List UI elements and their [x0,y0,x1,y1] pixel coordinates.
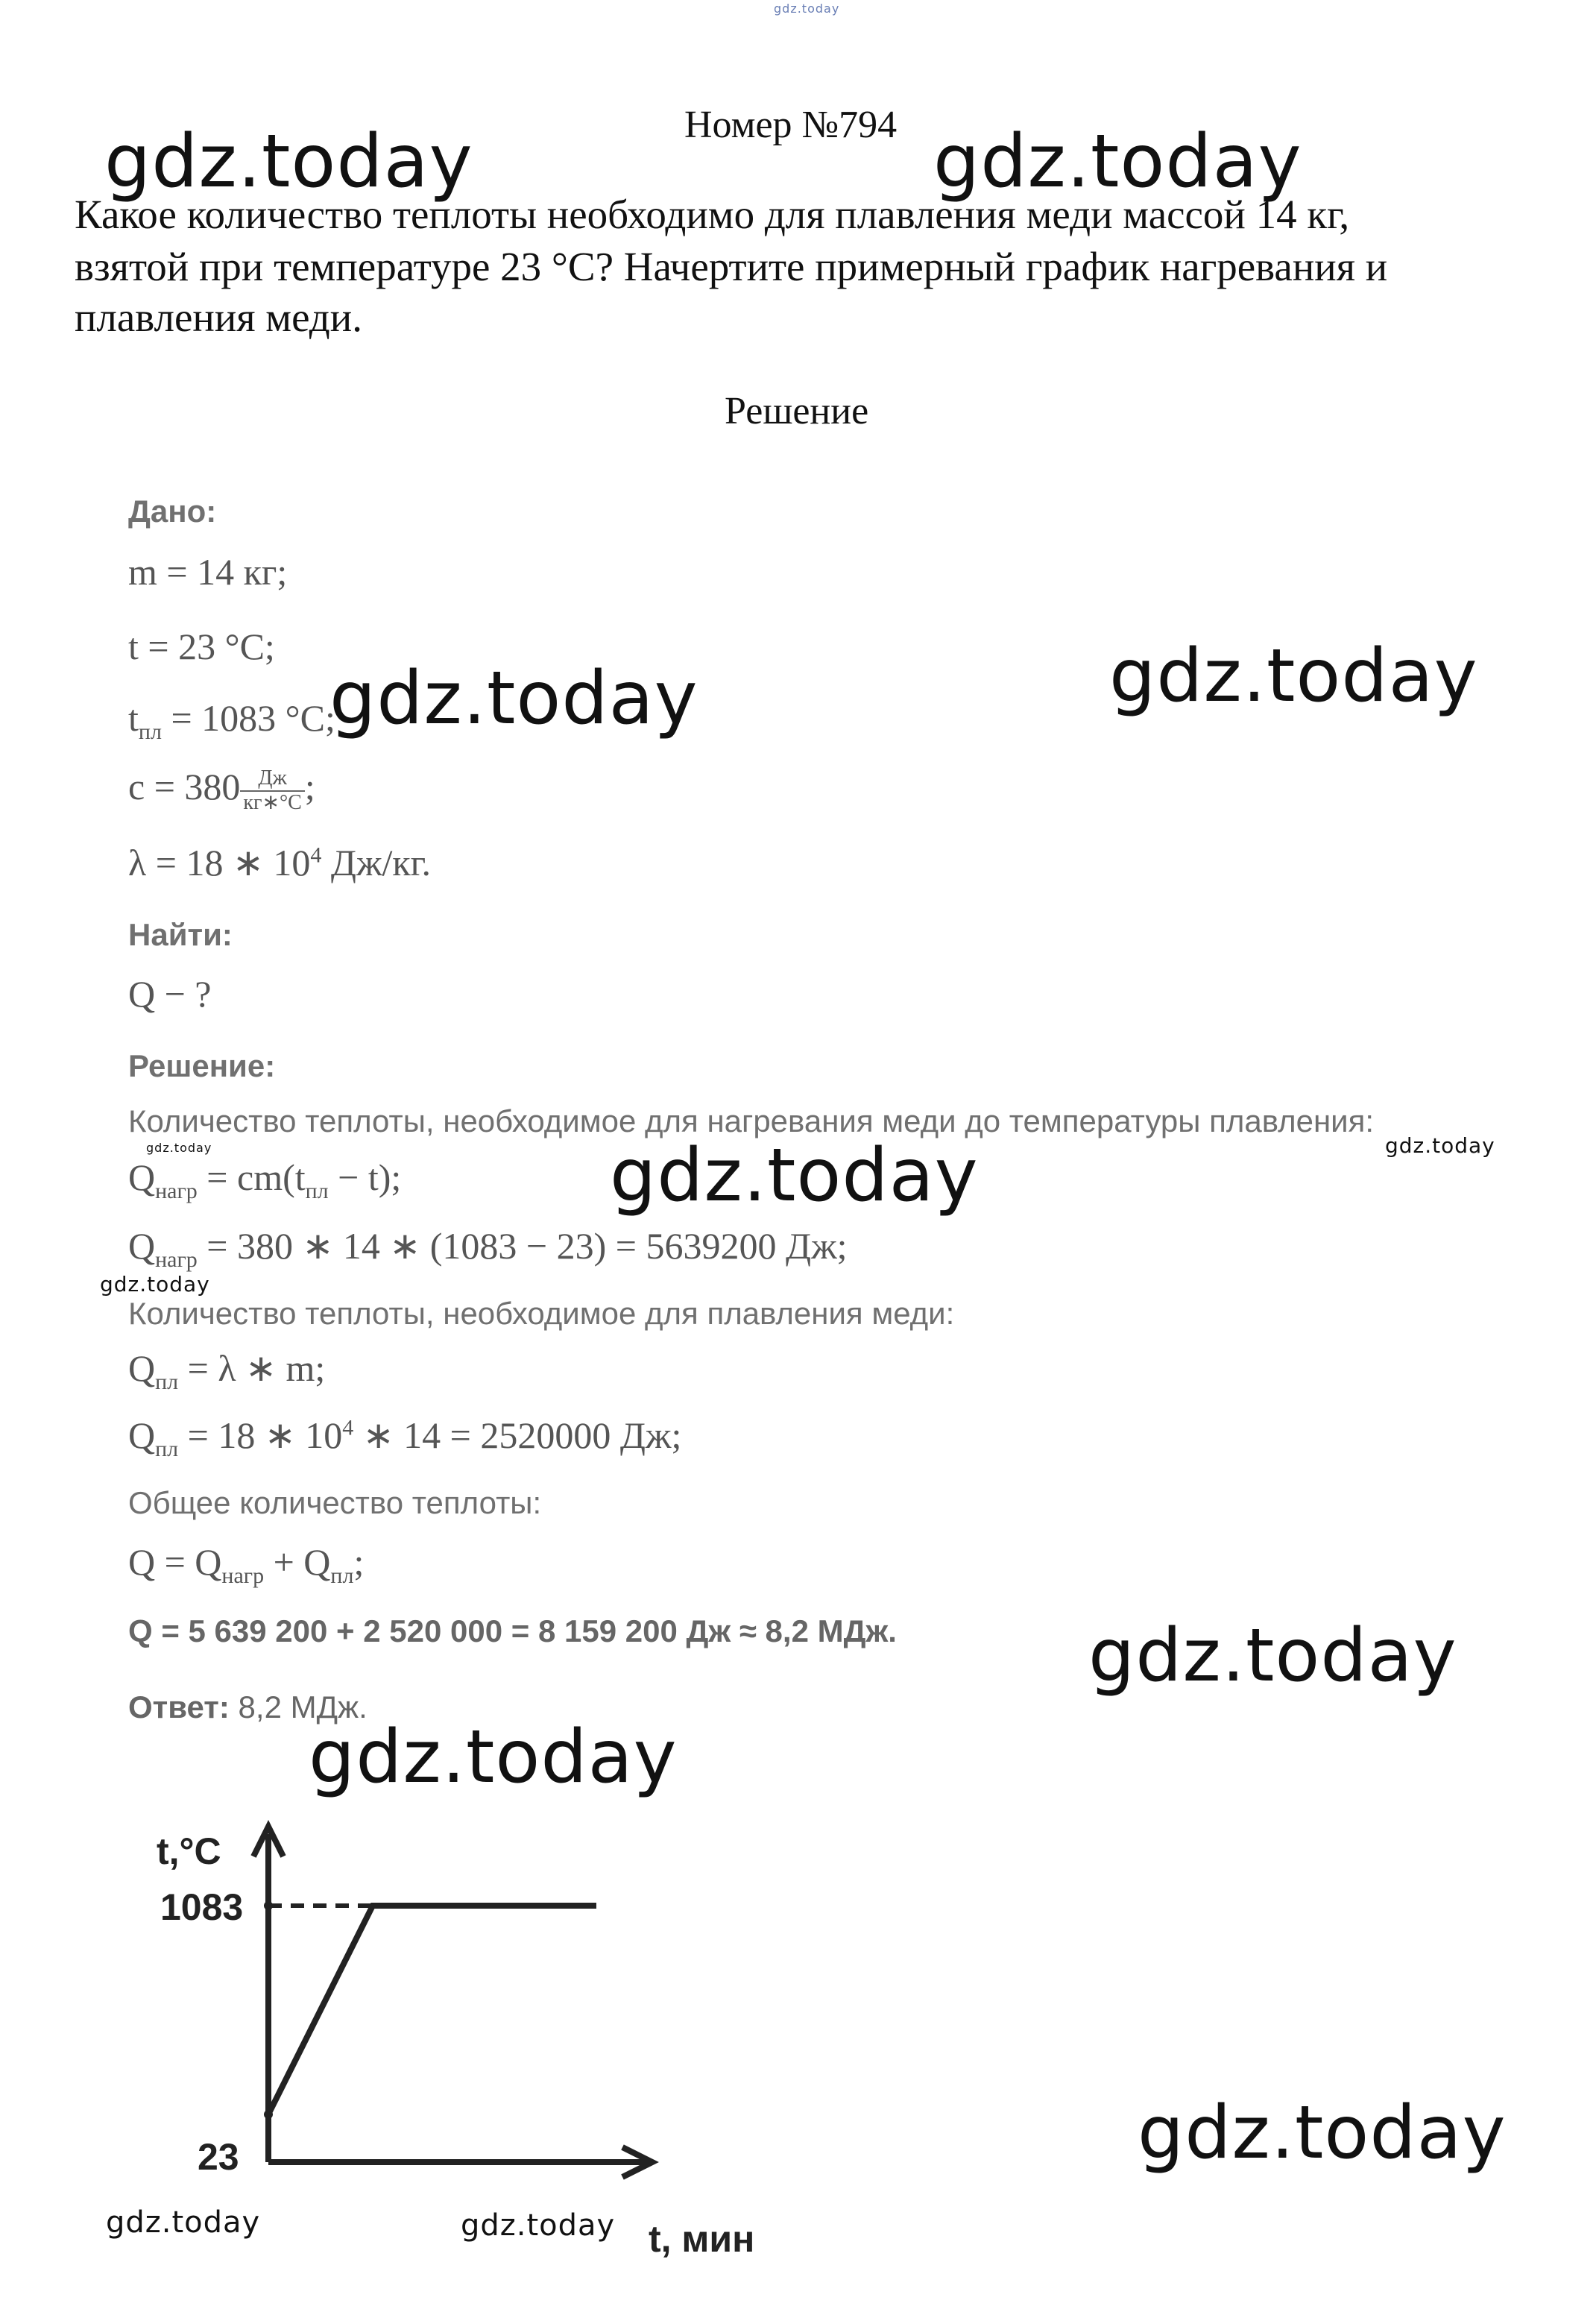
equation-melting-value: $Q_{пл} = 18$ ∗ $10^4$ ∗ 14 = 2520000 Дж; [128,1414,682,1461]
equation-total: $Q = Q_{нагр} + Q_{пл}$; [128,1541,365,1588]
equation-total-value: Q = 5 639 200 + 2 520 000 = 8 159 200 Дж ≈ 8,2 МДж. [128,1613,897,1648]
watermark: gdz.today [933,119,1302,204]
given-lambda: λ = 18 ∗ $10^4$ Дж/кг. [128,842,432,883]
answer: Ответ: 8,2 МДж. [128,1689,368,1724]
given-mass: m = 14 кг; [128,551,288,593]
problem-line-2: взятой при температуре 23 °С? Начертите примерный график нагревания и [75,244,1388,289]
tick-23: 23 [198,2136,239,2178]
given-temperature: t = 23 °С; [128,626,275,667]
start-point [264,2110,273,2119]
watermark: gdz.today [461,2208,616,2243]
temperature-curve [268,1906,596,2114]
top-watermark: gdz.today [774,1,840,16]
equation-melting: $Q_{пл} = \lambda$ ∗ m; [128,1347,326,1394]
melting-point [264,1901,273,1910]
watermark: gdz.today [1109,634,1478,719]
watermark: gdz.today [100,1272,210,1297]
find-q: Q − ? [128,973,212,1015]
watermark: gdz.today [106,2205,261,2240]
solution-heading: Решение [725,390,869,432]
solution-text-2: Количество теплоты, необходимое для плавления меди: [128,1296,955,1331]
watermark: gdz.today [1088,1613,1457,1698]
given-label: Дано: [128,494,217,529]
watermark: gdz.today [146,1141,212,1155]
given-specific-heat: с = 380 $\frac{Дж}{кг∗^\circ С}$ ; [128,766,315,814]
equation-heating: $Q_{нагр} = cm(t_{пл} - t)$; [128,1156,402,1203]
watermark: gdz.today [329,656,698,741]
find-label: Найти: [128,917,233,952]
watermark: gdz.today [309,1715,678,1800]
y-axis-label: t,°C [157,1830,221,1872]
watermark: gdz.today [1138,2091,1507,2176]
x-axis-label: t, мин [649,2218,755,2260]
watermark: gdz.today [610,1133,979,1218]
heating-melting-chart [134,1819,805,2267]
watermark: gdz.today [104,119,473,204]
solution-label: Решение: [128,1048,276,1083]
tick-1083: 1083 [160,1886,244,1928]
problem-line-3: плавления меди. [75,294,362,340]
solution-text-3: Общее количество теплоты: [128,1485,542,1520]
page-title: Номер №794 [684,104,898,146]
equation-heating-value: $Q_{нагр} = 380$ ∗ 14 ∗ (1083 − 23) = 5639200 Дж; [128,1225,848,1272]
given-melting-temp: $t_{пл} = 1083$ °С; [128,697,335,744]
solution-text-1: Количество теплоты, необходимое для нагревания меди до температуры плавления: [128,1103,1375,1138]
watermark: gdz.today [1385,1133,1495,1158]
problem-line-1: Какое количество теплоты необходимо для плавления меди массой 14 кг, [75,192,1350,237]
